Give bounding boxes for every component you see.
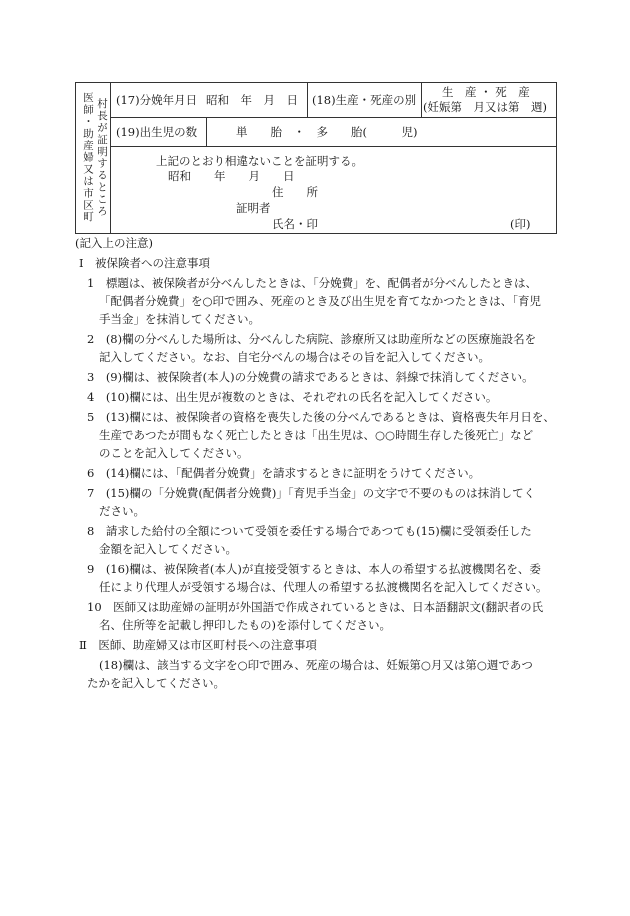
children-count-options: 単 胎 ・ 多 胎( 児) [236, 125, 418, 139]
note-line: 3 (9)欄は、被保険者(本人)の分娩費の請求であるときは、斜線で抹消してください。 [87, 370, 534, 384]
notes-section [75, 236, 565, 706]
row-divider-2 [110, 146, 557, 147]
note-line: 4 (10)欄には、出生児が複数のときは、それぞれの氏名を記入してください。 [87, 390, 498, 404]
form-side-label-col2: 医師・助産婦又は市区町 [82, 92, 94, 223]
note-line: 9 (16)欄は、被保険者(本人)が直接受領するときは、本人の希望する払渡機関名を、委 [87, 562, 541, 576]
row2-col-divider [206, 117, 207, 146]
certification-statement: 上記のとおり相違ないことを証明する。 [156, 154, 363, 168]
birth-type-label: (18)生産・死産の別 [312, 93, 417, 107]
section2-title: Ⅱ 医師、助産婦又は市区町村長への注意事項 [79, 638, 317, 652]
certifier-label: 証明者 [236, 201, 271, 215]
section2-line: たかを記入してください。 [87, 676, 225, 690]
certification-date: 昭和 年 月 日 [168, 169, 295, 183]
section1-title: Ⅰ 被保険者への注意事項 [79, 256, 211, 270]
children-count-label: (19)出生児の数 [116, 125, 198, 139]
note-line: 7 (15)欄の「分娩費(配偶者分娩費)」「育児手当金」の文字で不要のものは抹消してく [87, 486, 536, 500]
pregnancy-note: (妊娠第 月又は第 週) [423, 100, 547, 114]
note-line: ださい。 [99, 504, 145, 518]
note-line: 2 (8)欄の分べんした場所は、分べんした病院、診療所又は助産所などの医療施設名を [87, 332, 537, 346]
note-line: のことを記入してください。 [99, 446, 249, 460]
section2-line: (18)欄は、該当する文字を○印で囲み、死産の場合は、妊娠第○月又は第○週であつ [99, 658, 533, 672]
birth-type-options: 生 産 ・ 死 産 [442, 85, 530, 99]
note-line: 名、住所等を記載し押印したもの)を添付してください。 [99, 618, 391, 632]
note-line: 任により代理人が受領する場合は、代理人の希望する払渡機関名を記入してください。 [99, 580, 548, 594]
note-line: 生産であつたが間もなく死亡したときは「出生児は、○○時間生存した後死亡」など [99, 428, 534, 442]
address-label: 住 所 [272, 185, 318, 199]
row1-col-divider-1 [307, 83, 308, 117]
note-line: 「配偶者分娩費」を○印で囲み、死産のとき及び出生児を育てなかつたときは、「育児 [99, 294, 541, 308]
row1-col-divider-2 [421, 83, 422, 117]
delivery-date-label: (17)分娩年月日 [116, 93, 198, 107]
note-line: 記入してください。なお、自宅分べんの場合はその旨を記入してください。 [99, 350, 490, 364]
note-line: 手当金」を抹消してください。 [99, 312, 260, 326]
form-side-label-col1: 村長が証明するところ [96, 97, 108, 217]
note-line: 10 医師又は助産婦の証明が外国語で作成されているときは、日本語翻訳文(翻訳者の氏 [87, 600, 544, 614]
note-line: 8 請求した給付の全額について受領を委任する場合であつても(15)欄に受領委任した [87, 524, 532, 538]
form-divider-left [110, 83, 111, 233]
seal-mark: (印) [510, 217, 531, 231]
note-line: 金額を記入してください。 [99, 542, 237, 556]
name-seal-label: 氏名・印 [272, 217, 318, 231]
note-line: 1 標題は、被保険者が分べんしたときは、「分娩費」を、配偶者が分べんしたときは、 [87, 276, 538, 290]
row-divider-1 [110, 117, 557, 118]
certification-form [75, 82, 557, 234]
delivery-date-value: 昭和 年 月 日 [206, 93, 298, 107]
note-line: 6 (14)欄には、「配偶者分娩費」を請求するときに証明をうけてください。 [87, 466, 481, 480]
note-line: 5 (13)欄には、被保険者の資格を喪失した後の分べんであるときは、資格喪失年月日を、 [87, 410, 555, 424]
notes-heading: (記入上の注意) [75, 236, 153, 250]
